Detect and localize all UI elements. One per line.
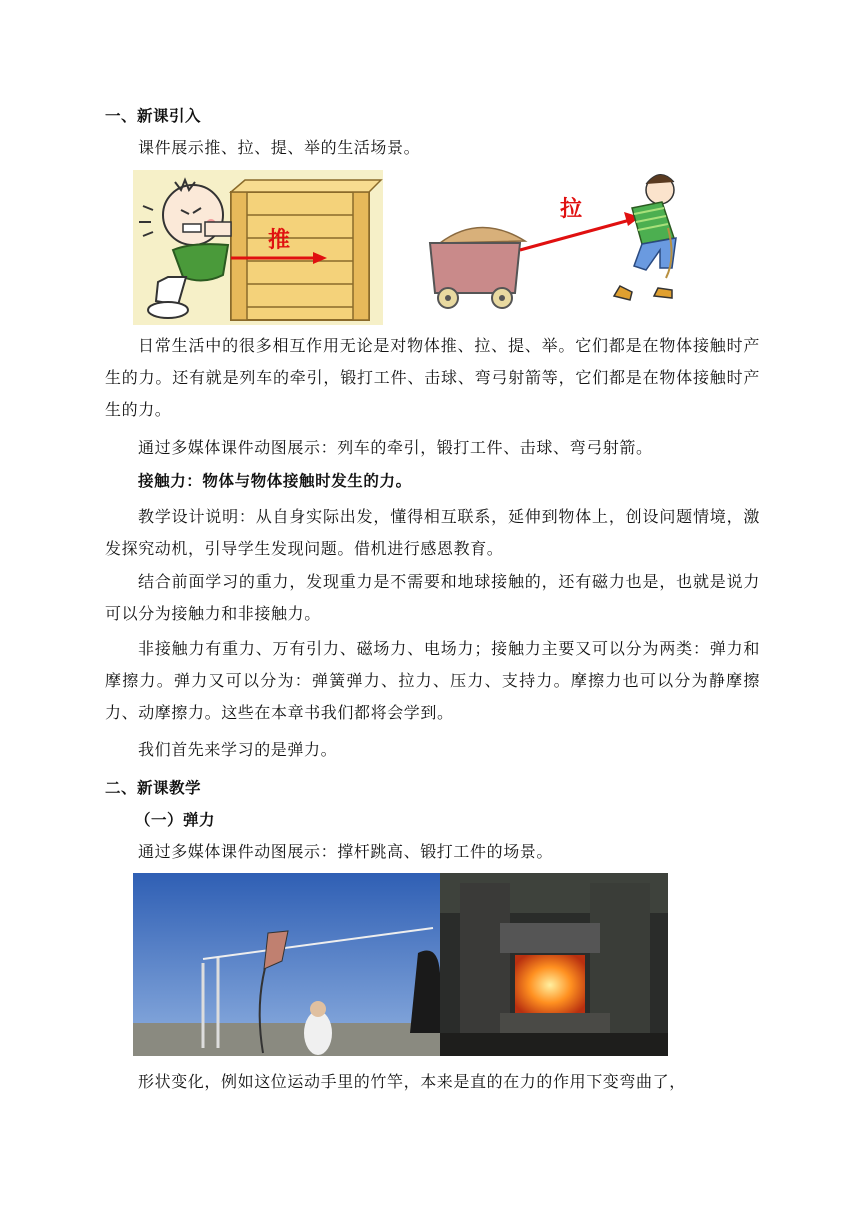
pull-label: 拉 — [560, 197, 583, 222]
pole-vault-photo — [133, 873, 440, 1056]
paragraph-6: 我们首先来学习的是弹力。 — [138, 740, 338, 759]
intro-text: 课件展示推、拉、提、举的生活场景。 — [138, 138, 421, 157]
paragraph-1: 日常生活中的很多相互作用无论是对物体推、拉、提、举。它们都是在物体接触时产生的力。还有就是列车的牵引，锻打工件、击球、弯弓射箭等，它们都是在物体接触时产生的力。 — [105, 336, 760, 419]
section-heading-teaching: 二、新课教学 — [105, 779, 202, 797]
definition-contact-force: 接触力：物体与物体接触时发生的力。 — [138, 472, 412, 490]
wooden-crate — [231, 180, 381, 320]
paragraph-5: 非接触力有重力、万有引力、磁场力、电场力；接触力主要又可以分为两类：弹力和摩擦力。弹力又可以分为：弹簧弹力、拉力、压力、支持力。摩擦力也可以分为静摩擦力、动摩擦力。这些在本章书我们都将会学到。 — [105, 639, 760, 722]
paragraph-3: 教学设计说明：从自身实际出发，懂得相互联系，延伸到物体上，创设问题情境，激发探究动机，引导学生发现问题。借机进行感恩教育。 — [105, 507, 760, 558]
paragraph-2: 通过多媒体课件动图展示：列车的牵引，锻打工件、击球、弯弓射箭。 — [138, 438, 653, 457]
push-label: 推 — [268, 228, 291, 253]
section-heading-intro: 一、新课引入 — [105, 107, 202, 125]
section2-intro: 通过多媒体课件动图展示：撑杆跳高、锻打工件的场景。 — [138, 842, 554, 861]
pulling-boy — [614, 174, 676, 300]
forging-photo — [440, 873, 668, 1056]
push-box-illustration — [133, 170, 383, 325]
pull-arrow — [520, 220, 630, 250]
paragraph-4: 结合前面学习的重力，发现重力是不需要和地球接触的，还有磁力也是，也就是说力可以分为接触力和非接触力。 — [105, 572, 760, 623]
paragraph-shape-change: 形状变化，例如这位运动手里的竹竿，本来是直的在力的作用下变弯曲了， — [138, 1072, 686, 1091]
subheading-elastic-force: （一）弹力 — [135, 811, 216, 829]
pull-cart-illustration — [420, 168, 690, 318]
cart — [430, 227, 525, 308]
